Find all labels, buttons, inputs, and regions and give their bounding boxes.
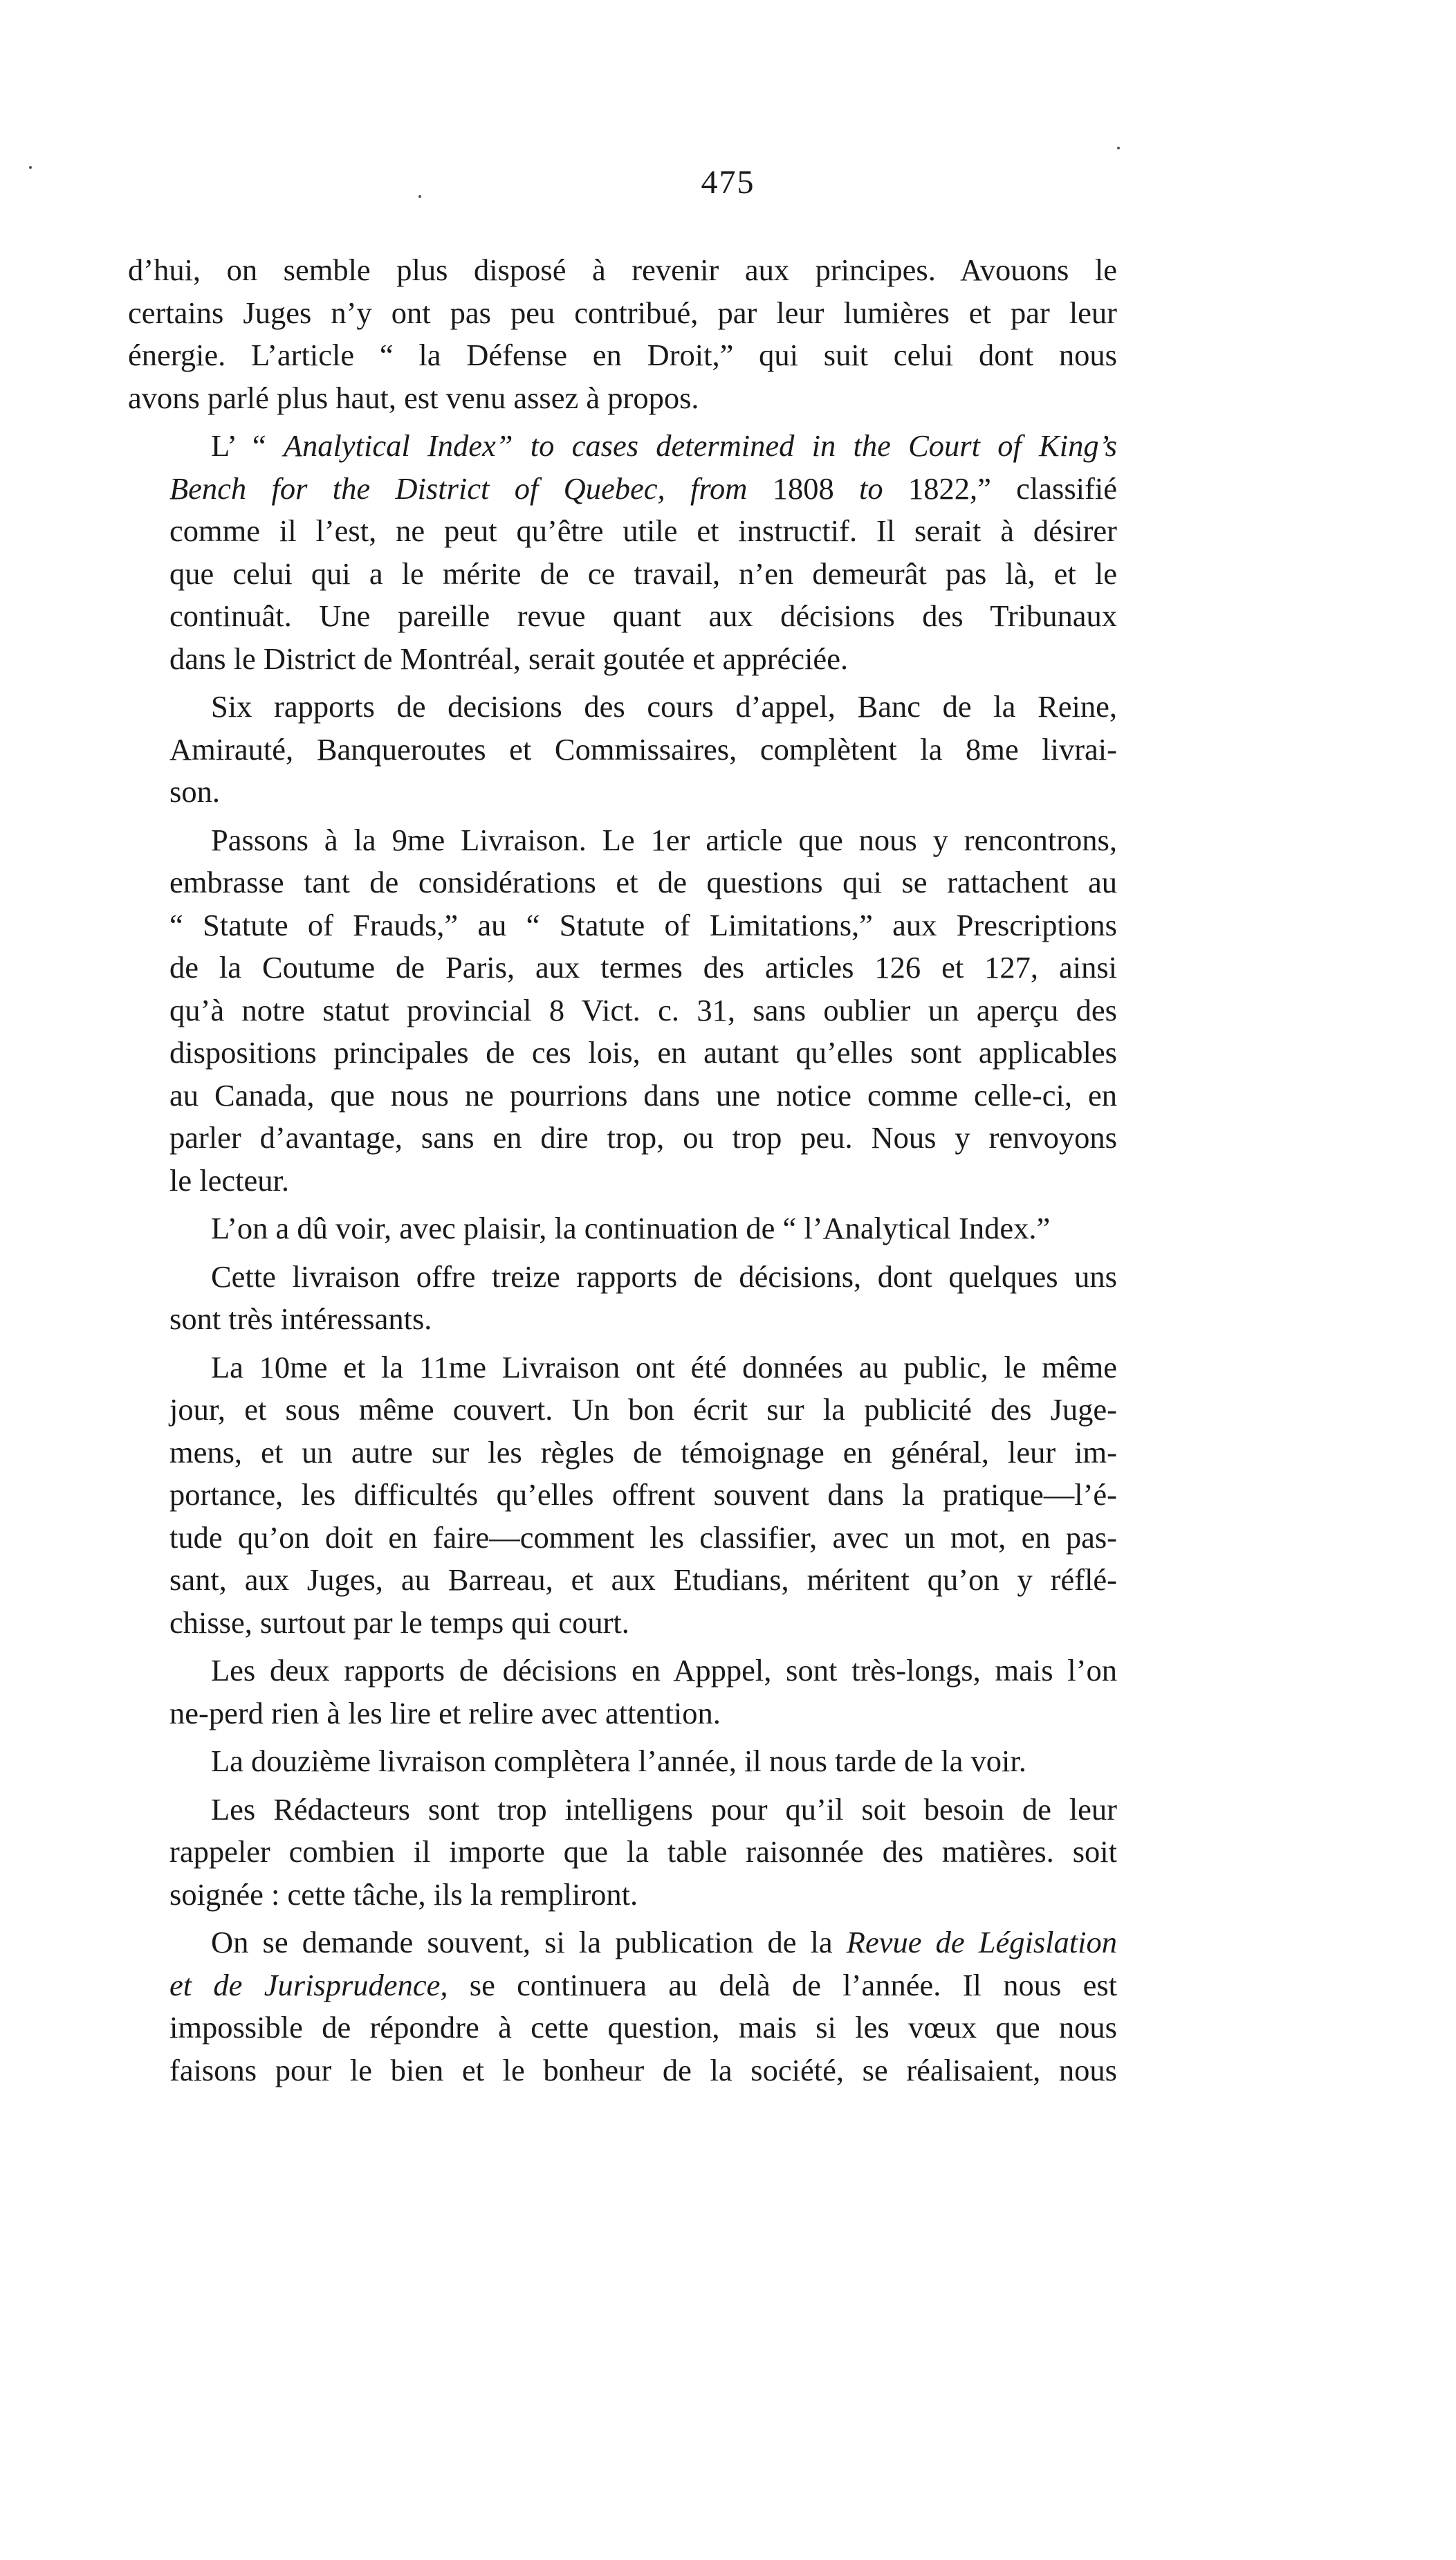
paragraph-treize-rapports <box>128 1256 1117 1341</box>
text-line: La douzième livraison complètera l’année, il nous tarde de la voir. <box>211 1744 1026 1778</box>
text-line: rappeler combien il importe que la table raisonnée des matières. soit <box>169 1834 1117 1869</box>
text-line: ne-perd rien à les lire et relire avec attention. <box>169 1695 721 1730</box>
text-line <box>128 1921 1117 1964</box>
text-line: parler d’avantage, sans en dire trop, ou trop peu. Nous y renvoyons <box>169 1120 1117 1155</box>
text-line: continuât. Une pareille revue quant aux décisions des Tribunaux <box>169 598 1117 633</box>
text-line: dispositions principales de ces lois, en autant qu’elles sont applicables <box>169 1035 1117 1070</box>
italic-title: Analytical Index” to cases determined in the Court of King’s <box>283 428 1117 463</box>
text-line: faisons pour le bien et le bonheur de la société, se réalisaient, nous <box>169 2052 1117 2087</box>
scan-speck <box>418 195 421 198</box>
text-line: Passons à la 9me Livraison. Le 1er article que nous y rencontrons, <box>211 822 1117 857</box>
text-line: tude qu’on doit en faire—comment les classifier, avec un mot, en pas- <box>169 1519 1117 1555</box>
text-line: portance, les difficultés qu’elles offrent souvent dans la pratique—l’é- <box>169 1477 1117 1512</box>
text-line: soignée : cette tâche, ils la rempliront. <box>169 1876 638 1912</box>
italic-title: Bench for the District of Quebec, from <box>169 470 748 506</box>
text-line: énergie. L’article “ la Défense en Droit,” qui suit celui dont nous <box>128 338 1117 372</box>
italic-title: to <box>859 470 883 506</box>
italic-title: et de Jurisprudence, <box>169 1967 448 2002</box>
text-line: d’hui, on semble plus disposé à revenir aux principes. Avouons le <box>128 253 1117 287</box>
text-line: de la Coutume de Paris, aux termes des articles 126 et 127, ainsi <box>169 950 1117 985</box>
text-line: sont très intéressants. <box>169 1301 432 1336</box>
text-line <box>128 468 1117 511</box>
paragraph-analytical-index <box>128 425 1117 680</box>
text-line: Six rapports de decisions des cours d’appel, Banc de la Reine, <box>211 689 1117 724</box>
text-fragment: se continuera au delà de l’année. Il nous est <box>448 1967 1118 2002</box>
paragraph-continuation <box>128 249 1117 419</box>
text-line: sant, aux Juges, au Barreau, et aux Etudians, méritent qu’on y réflé- <box>169 1562 1117 1597</box>
paragraph-9me-livraison <box>128 819 1117 1203</box>
text-line: Les Rédacteurs sont trop intelligens pour qu’il soit besoin de leur <box>211 1791 1117 1827</box>
body-text <box>128 249 1117 2097</box>
paragraph-deux-rapports <box>128 1649 1117 1735</box>
text-line: au Canada, que nous ne pourrions dans une notice comme celle-ci, en <box>169 1077 1117 1113</box>
text-line: qu’à notre statut provincial 8 Vict. c. 31, sans oublier un aperçu des <box>169 992 1117 1027</box>
text-line: embrasse tant de considérations et de questions qui se rattachent au <box>169 865 1117 899</box>
text-line: “ Statute of Frauds,” au “ Statute of Limitations,” aux Prescriptions <box>169 907 1117 942</box>
paragraph-revue-continuation <box>128 1921 1117 2092</box>
text-line: Cette livraison offre treize rapports de décisions, dont quelques uns <box>211 1259 1117 1294</box>
paragraph-douzieme <box>128 1740 1117 1783</box>
text-fragment: 1822,” classifié <box>883 470 1117 506</box>
text-line <box>128 1964 1117 2007</box>
text-line: impossible de répondre à cette question, mais si les vœux que nous <box>169 2010 1117 2045</box>
text-line: comme il l’est, ne peut qu’être utile et instructif. Il serait à désirer <box>169 513 1117 548</box>
page-number: 475 <box>701 164 755 201</box>
paragraph-redacteurs <box>128 1789 1117 1917</box>
text-line: certains Juges n’y ont pas peu contribué, par leur lumières et par leur <box>128 295 1117 330</box>
paragraph-continuation-index <box>128 1207 1117 1250</box>
paragraph-10me-11me <box>128 1346 1117 1645</box>
text-line: que celui qui a le mérite de ce travail, n’en demeurât pas là, et le <box>169 556 1117 591</box>
text-line: dans le District de Montréal, serait goutée et appréciée. <box>169 641 849 676</box>
text-line: chisse, surtout par le temps qui court. <box>169 1604 629 1640</box>
text-line: mens, et un autre sur les règles de témoignage en général, leur im- <box>169 1434 1117 1470</box>
scan-speck <box>29 166 32 169</box>
paragraph-six-rapports <box>128 686 1117 814</box>
text-fragment: On se demande souvent, si la publication de la <box>211 1925 847 1959</box>
text-fragment: 1808 <box>747 470 860 506</box>
text-line: Amirauté, Banqueroutes et Commissaires, complètent la 8me livrai- <box>169 731 1117 767</box>
text-line: avons parlé plus haut, est venu assez à propos. <box>128 380 699 415</box>
text-line <box>128 425 1117 468</box>
text-line: son. <box>169 774 220 809</box>
text-line: Les deux rapports de décisions en Apppel, sont très-longs, mais l’on <box>211 1653 1117 1688</box>
text-line: le lecteur. <box>169 1162 289 1198</box>
text-line: jour, et sous même couvert. Un bon écrit sur la publicité des Juge- <box>169 1392 1117 1427</box>
text-fragment: L’ “ <box>211 428 284 463</box>
text-line: L’on a dû voir, avec plaisir, la continuation de “ l’Analytical Index.” <box>211 1211 1051 1245</box>
italic-title: Revue de Législation <box>846 1925 1117 1959</box>
text-line: La 10me et la 11me Livraison ont été données au public, le même <box>211 1349 1117 1384</box>
scan-speck <box>1117 147 1120 149</box>
